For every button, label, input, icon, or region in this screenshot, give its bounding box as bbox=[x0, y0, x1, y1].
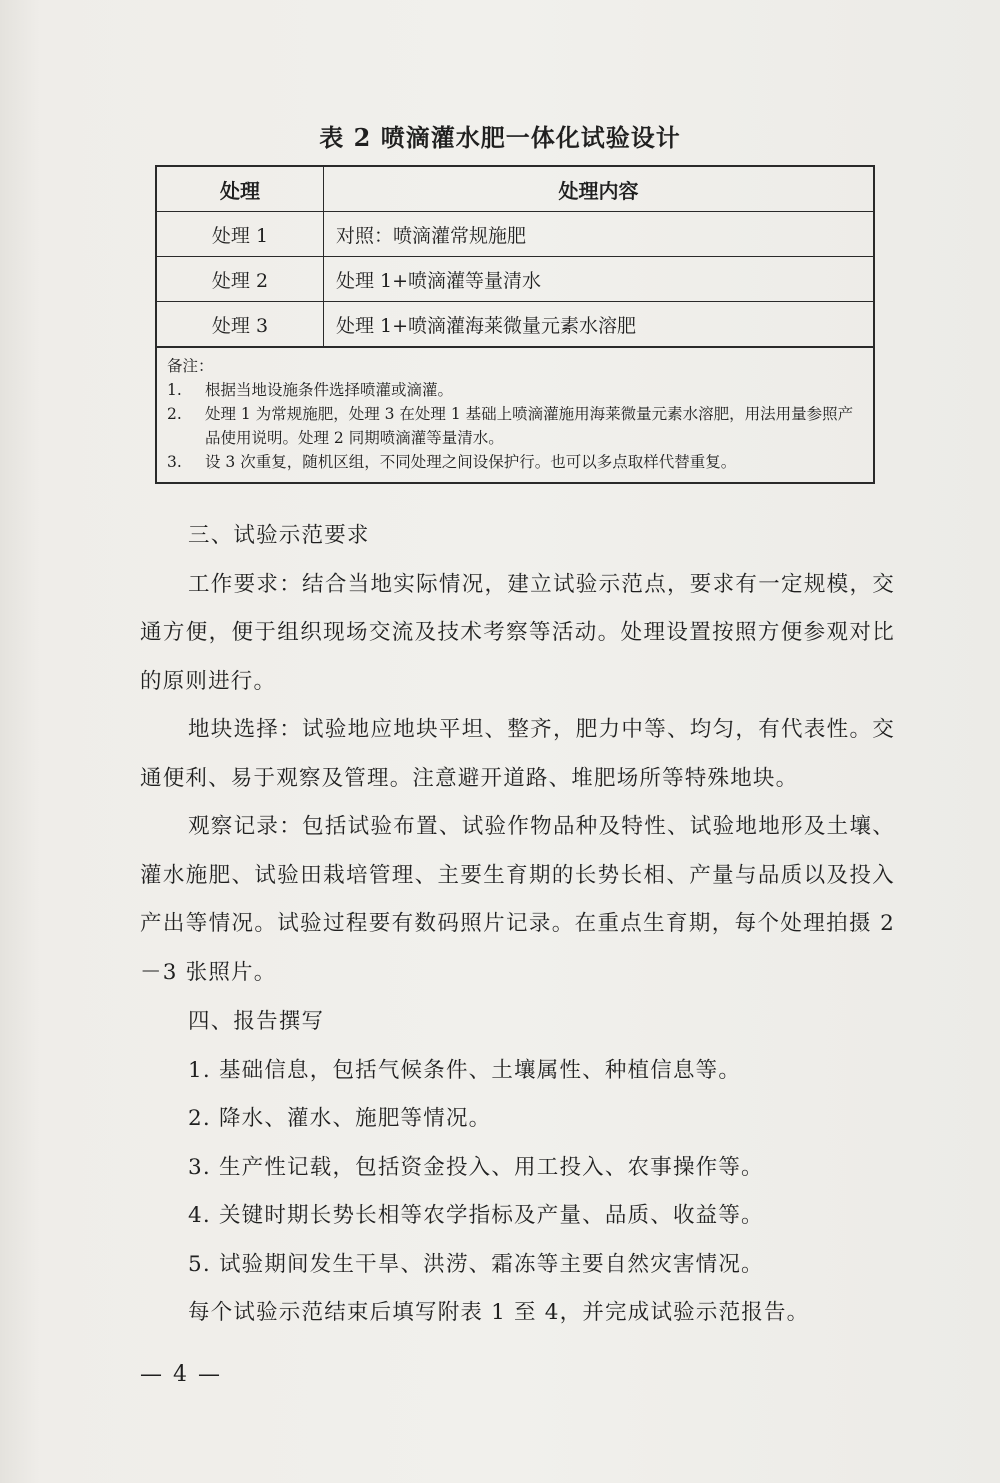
table-row bbox=[157, 212, 873, 257]
note-item bbox=[167, 378, 863, 402]
table-row bbox=[157, 302, 873, 347]
header-treatment: 处理 bbox=[157, 167, 324, 212]
note-text: 设 3 次重复，随机区组，不同处理之间设保护行。也可以多点取样代替重复。 bbox=[205, 453, 737, 471]
note-number: 1. bbox=[167, 381, 182, 399]
table-row bbox=[157, 257, 873, 302]
page-number: — 4 — bbox=[140, 1362, 222, 1387]
list-item: 4. 关键时期长势长相等农学指标及产量、品质、收益等。 bbox=[188, 1203, 764, 1228]
list-item: 3. 生产性记载，包括资金投入、用工投入、农事操作等。 bbox=[188, 1154, 764, 1180]
section-trial-requirements bbox=[140, 512, 895, 997]
closing-paragraph: 每个试验示范结束后填写附表 1 至 4，并完成试验示范报告。 bbox=[188, 1300, 810, 1325]
treatment-name: 处理 2 bbox=[157, 257, 324, 302]
treatment-name: 处理 1 bbox=[157, 212, 324, 257]
note-text: 处理 1 为常规施肥，处理 3 在处理 1 基础上喷滴灌施用海莱微量元素水溶肥，用法用量参照产品使用说明。处理 2 同期喷滴灌等量清水。 bbox=[205, 405, 854, 447]
paragraph-plot-selection: 地块选择：试验地应地块平坦、整齐，肥力中等、均匀，有代表性。交通便利、易于观察及管理。注意避开道路、堆肥场所等特殊地块。 bbox=[140, 717, 895, 791]
paragraph-work-requirements: 工作要求：结合当地实际情况，建立试验示范点，要求有一定规模，交通方便，便于组织现场交流及技术考察等活动。处理设置按照方便参观对比的原则进行。 bbox=[140, 571, 895, 694]
table-title: 表 2 喷滴灌水肥一体化试验设计 bbox=[319, 123, 681, 152]
note-item bbox=[167, 402, 863, 450]
notes-label: 备注： bbox=[167, 357, 214, 375]
treatment-content: 对照：喷滴灌常规施肥 bbox=[324, 212, 874, 257]
list-item: 5. 试验期间发生干旱、洪涝、霜冻等主要自然灾害情况。 bbox=[188, 1251, 764, 1277]
treatment-name: 处理 3 bbox=[157, 302, 324, 347]
table-header-row bbox=[157, 167, 873, 212]
note-text: 根据当地设施条件选择喷灌或滴灌。 bbox=[205, 381, 454, 399]
treatment-content: 处理 1+喷滴灌海莱微量元素水溶肥 bbox=[324, 302, 874, 347]
paragraph-observation-records: 观察记录：包括试验布置、试验作物品种及特性、试验地地形及土壤、灌水施肥、试验田栽培管理、主要生育期的长势长相、产量与品质以及投入产出等情况。试验过程要有数码照片记录。在重点生育期，每个处理拍摄 2－3 张照片。 bbox=[140, 814, 895, 985]
table-notes bbox=[157, 347, 873, 482]
note-number: 3. bbox=[167, 453, 182, 471]
section-report-writing bbox=[140, 998, 895, 1338]
header-treatment-content: 处理内容 bbox=[324, 167, 874, 212]
trial-design-table bbox=[155, 165, 875, 484]
treatment-content: 处理 1+喷滴灌等量清水 bbox=[324, 257, 874, 302]
note-number: 2. bbox=[167, 405, 182, 423]
section-heading: 三、试验示范要求 bbox=[188, 523, 370, 548]
table-grid bbox=[157, 167, 873, 347]
section-heading: 四、报告撰写 bbox=[188, 1009, 325, 1034]
note-item bbox=[167, 450, 863, 474]
list-item: 2. 降水、灌水、施肥等情况。 bbox=[188, 1106, 492, 1131]
list-item: 1. 基础信息，包括气候条件、土壤属性、种植信息等。 bbox=[188, 1057, 742, 1083]
